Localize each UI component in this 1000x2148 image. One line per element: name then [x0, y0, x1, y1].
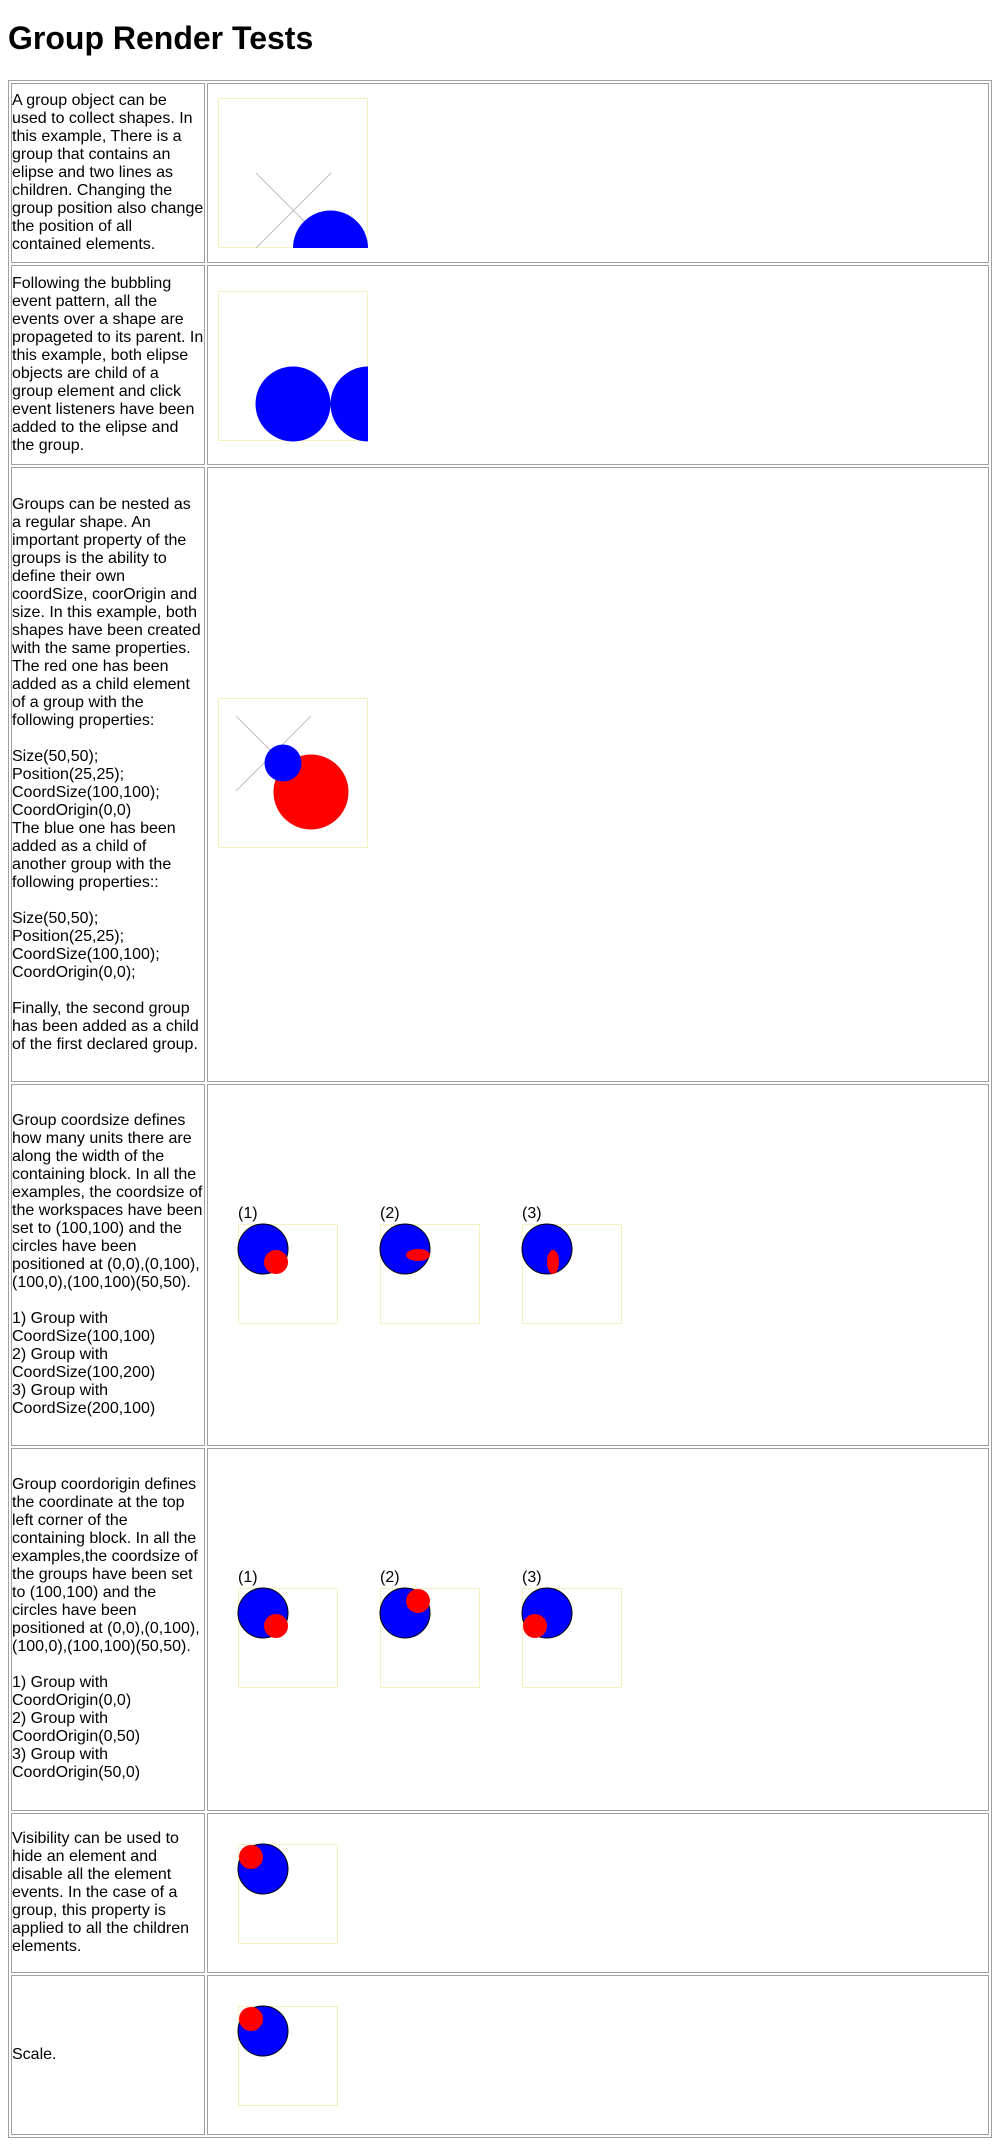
test-example: [207, 1975, 989, 2135]
test-description: Scale.: [11, 1975, 205, 2135]
group-workspace[interactable]: [238, 1844, 338, 1944]
test-description: Following the bubbling event pattern, all the events over a shape are propageted to its parent. In this example, both elipse objects are child of a group element and click event listeners have been added to the elipse and the group.: [11, 265, 205, 465]
test-row-coordsize: [11, 1084, 989, 1446]
red-circle[interactable]: [239, 1845, 263, 1869]
red-circle[interactable]: [406, 1589, 430, 1613]
test-description: Group coordorigin defines the coordinate at the top left corner of the containing block. In all the examples,the coordsize of the groups have been set to (100,100) and the circles have been positioned at (0,0),(0,100),(100,0),(100,100)(50,50). 1) Group with CoordOrigin(0,0) 2) Group with CoordOrigin(0,50) 3) Group with CoordOrigin(50,0): [11, 1448, 205, 1810]
example-label: (2): [380, 1204, 400, 1222]
example-label: (3): [522, 1569, 542, 1587]
group-workspace[interactable]: [218, 98, 368, 248]
example-label: (1): [238, 1204, 258, 1222]
test-row-group: [11, 83, 989, 263]
red-circle[interactable]: [264, 1614, 288, 1638]
group-workspace[interactable]: [238, 1224, 338, 1324]
child-ellipse[interactable]: [331, 367, 369, 442]
test-description: Visibility can be used to hide an element and disable all the element events. In the case of a group, this property is applied to all the children elements.: [11, 1813, 205, 1973]
test-description: A group object can be used to collect shapes. In this example, There is a group that contains an elipse and two lines as children. Changing the group position also change the position of all contained elements.: [11, 83, 205, 263]
group-workspace[interactable]: [522, 1588, 622, 1688]
red-ellipse[interactable]: [406, 1249, 430, 1261]
test-row-events: [11, 265, 989, 465]
group-workspace[interactable]: [380, 1588, 480, 1688]
page-title: Group Render Tests: [8, 20, 314, 56]
group-workspace[interactable]: [218, 698, 368, 848]
test-example: [207, 83, 989, 263]
test-row-scale: [11, 1975, 989, 2135]
red-circle[interactable]: [523, 1614, 547, 1638]
test-description: Groups can be nested as a regular shape. An important property of the groups is the ability to define their own coordSize, coorOrigin and size. In this example, both shapes have been created with the same properties. The red one has been added as a child element of a group with the following properties: Size(50,50); Position(25,25); CoordSize(100,100); CoordOrigin(0,0) The blue one has been added as a child of another group with the following properties:: Size(50,50); Position(25,25); CoordSize(100,100); CoordOrigin(0,0); Finally, the second group has been added as a child of the first declared group.: [11, 467, 205, 1082]
tests-table: [8, 80, 992, 2138]
group-workspace[interactable]: [380, 1224, 480, 1324]
test-example: [207, 265, 989, 465]
test-example: [207, 1813, 989, 1973]
test-description: Group coordsize defines how many units there are along the width of the containing block. In all the examples, the coordsize of the workspaces have been set to (100,100) and the circles have been positioned at (0,0),(0,100),(100,0),(100,100)(50,50). 1) Group with CoordSize(100,100) 2) Group with CoordSize(100,200) 3) Group with CoordSize(200,100): [11, 1084, 205, 1446]
example-label: (2): [380, 1569, 400, 1587]
example-label: (3): [522, 1204, 542, 1222]
blue-ellipse[interactable]: [265, 745, 302, 782]
test-row-visibility: [11, 1813, 989, 1973]
test-example: [207, 1448, 989, 1810]
group-workspace[interactable]: [238, 2006, 338, 2106]
group-workspace[interactable]: [218, 291, 368, 441]
test-row-coordorigin: [11, 1448, 989, 1810]
group-workspace[interactable]: [238, 1588, 338, 1688]
test-row-nested: [11, 467, 989, 1082]
red-circle[interactable]: [239, 2007, 263, 2031]
blue-circle[interactable]: [522, 1224, 572, 1274]
child-ellipse[interactable]: [256, 367, 331, 442]
group-workspace[interactable]: [522, 1224, 622, 1324]
test-example: [207, 1084, 989, 1446]
test-example: [207, 467, 989, 1082]
group-ellipse[interactable]: [293, 211, 368, 249]
blue-circle[interactable]: [380, 1224, 430, 1274]
example-label: (1): [238, 1569, 258, 1587]
red-ellipse[interactable]: [547, 1250, 559, 1274]
red-circle[interactable]: [264, 1250, 288, 1274]
